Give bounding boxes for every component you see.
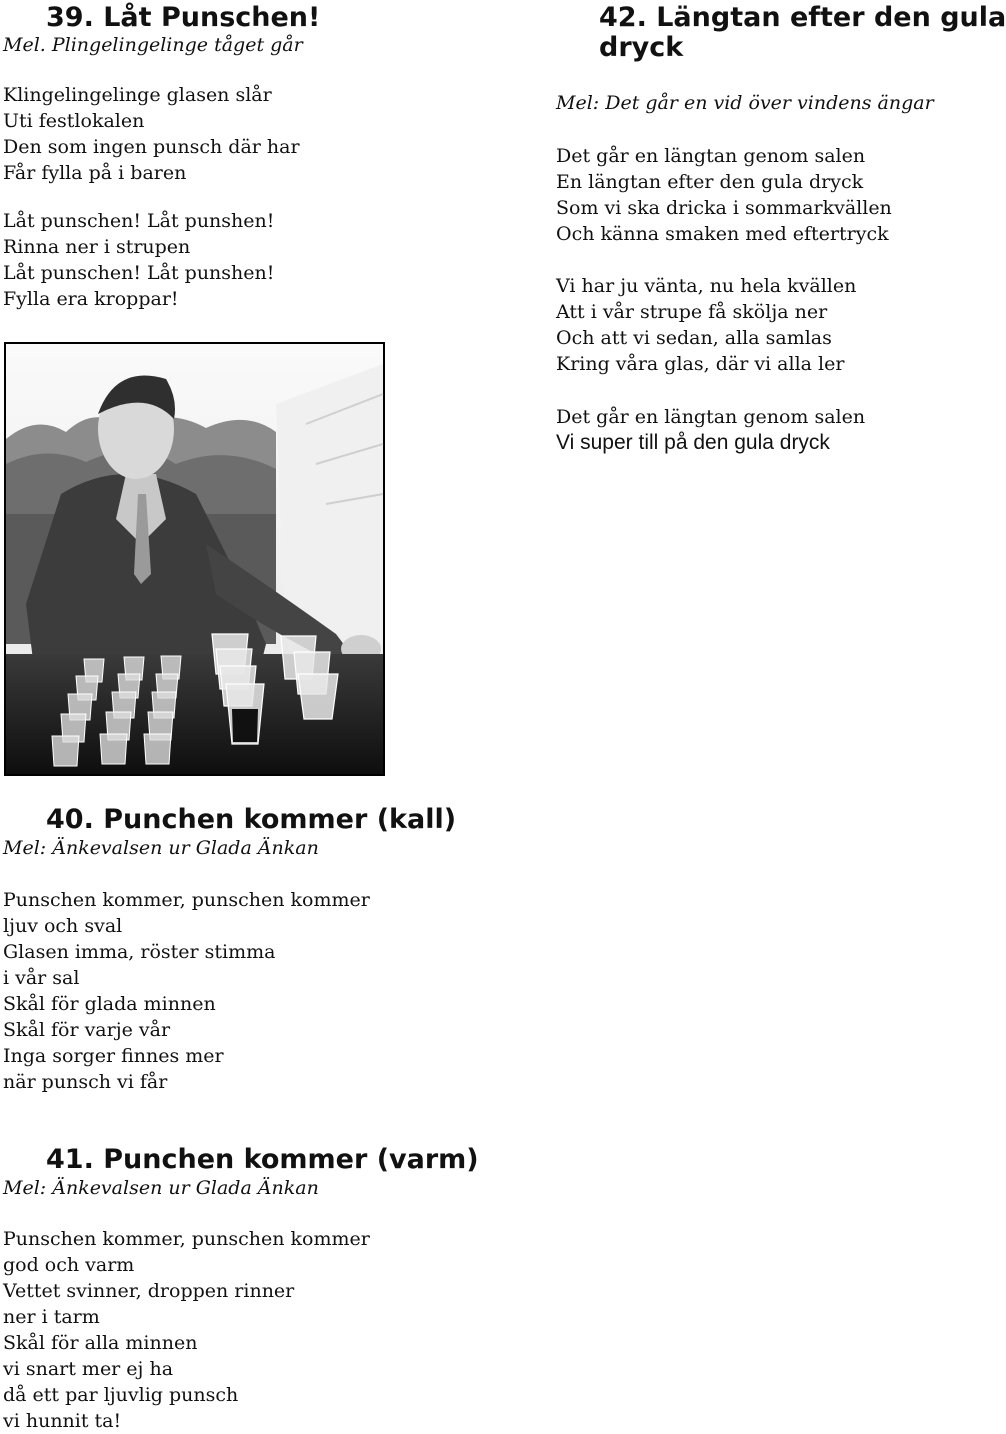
lyric-line: Låt punschen! Låt punshen! [3,262,275,284]
lyric-line: Inga sorger finnes mer [3,1045,224,1067]
lyric-line: Och att vi sedan, alla samlas [556,327,832,349]
lyric-line: Som vi ska dricka i sommarkvällen [556,197,892,219]
lyric-line: Klingelingelinge glasen slår [3,84,272,106]
song-42-title-line-1: 42. Längtan efter den gula [599,2,1006,33]
song-39-stanza-2 [3,208,274,312]
lyric-line: Den som ingen punsch där har [3,136,300,158]
photo-man-with-punch-glasses [4,342,385,776]
song-42-melody: Mel: Det går en vid över vindens ängar [556,92,934,114]
lyric-line: i vår sal [3,967,80,989]
song-41-title: 41. Punchen kommer (varm) [46,1144,479,1175]
song-40-title: 40. Punchen kommer (kall) [46,804,457,835]
song-42-stanza-2 [556,273,856,377]
lyric-line: Uti festlokalen [3,110,145,132]
lyric-line: Och känna smaken med eftertryck [556,223,889,245]
lyric-line: Skål för glada minnen [3,993,216,1015]
song-40-lyrics [3,887,370,1095]
lyric-line: Vi super till på den gula dryck [556,431,830,454]
lyric-line: Det går en längtan genom salen [556,145,866,167]
lyric-line: ljuv och sval [3,915,123,937]
lyric-line: Får fylla på i baren [3,162,187,184]
song-39-title: 39. Låt Punschen! [46,2,321,33]
lyric-line: när punsch vi får [3,1071,168,1093]
lyric-line: vi snart mer ej ha [3,1358,174,1380]
lyric-line: Glasen imma, röster stimma [3,941,276,963]
lyric-line: Fylla era kroppar! [3,288,179,310]
lyric-line: Skål för alla minnen [3,1332,198,1354]
lyric-line: Vettet svinner, droppen rinner [3,1280,295,1302]
song-42-stanza-3 [556,404,865,456]
song-41-lyrics [3,1226,370,1434]
song-39-stanza-1 [3,82,300,186]
lyric-line: Att i vår strupe få skölja ner [556,301,828,323]
lyric-line: god och varm [3,1254,135,1276]
lyric-line: vi hunnit ta! [3,1410,122,1432]
lyric-line: Vi har ju vänta, nu hela kvällen [556,275,857,297]
lyric-line: Punschen kommer, punschen kommer [3,1228,370,1250]
lyric-line: En längtan efter den gula dryck [556,171,864,193]
song-40-melody: Mel: Änkevalsen ur Glada Änkan [3,837,319,859]
lyric-line: Skål för varje vår [3,1019,171,1041]
photo-illustration [6,344,383,774]
song-42-stanza-1 [556,143,892,247]
lyric-line: Kring våra glas, där vi alla ler [556,353,845,375]
lyric-line: Rinna ner i strupen [3,236,191,258]
song-41-melody: Mel: Änkevalsen ur Glada Änkan [3,1177,319,1199]
lyric-line: ner i tarm [3,1306,100,1328]
song-39-melody: Mel. Plingelingelinge tåget går [3,34,303,56]
lyric-line: Det går en längtan genom salen [556,406,866,428]
lyric-line: Punschen kommer, punschen kommer [3,889,370,911]
lyric-line: då ett par ljuvlig punsch [3,1384,239,1406]
song-42-title-line-2: dryck [599,32,684,63]
lyric-line: Låt punschen! Låt punshen! [3,210,275,232]
